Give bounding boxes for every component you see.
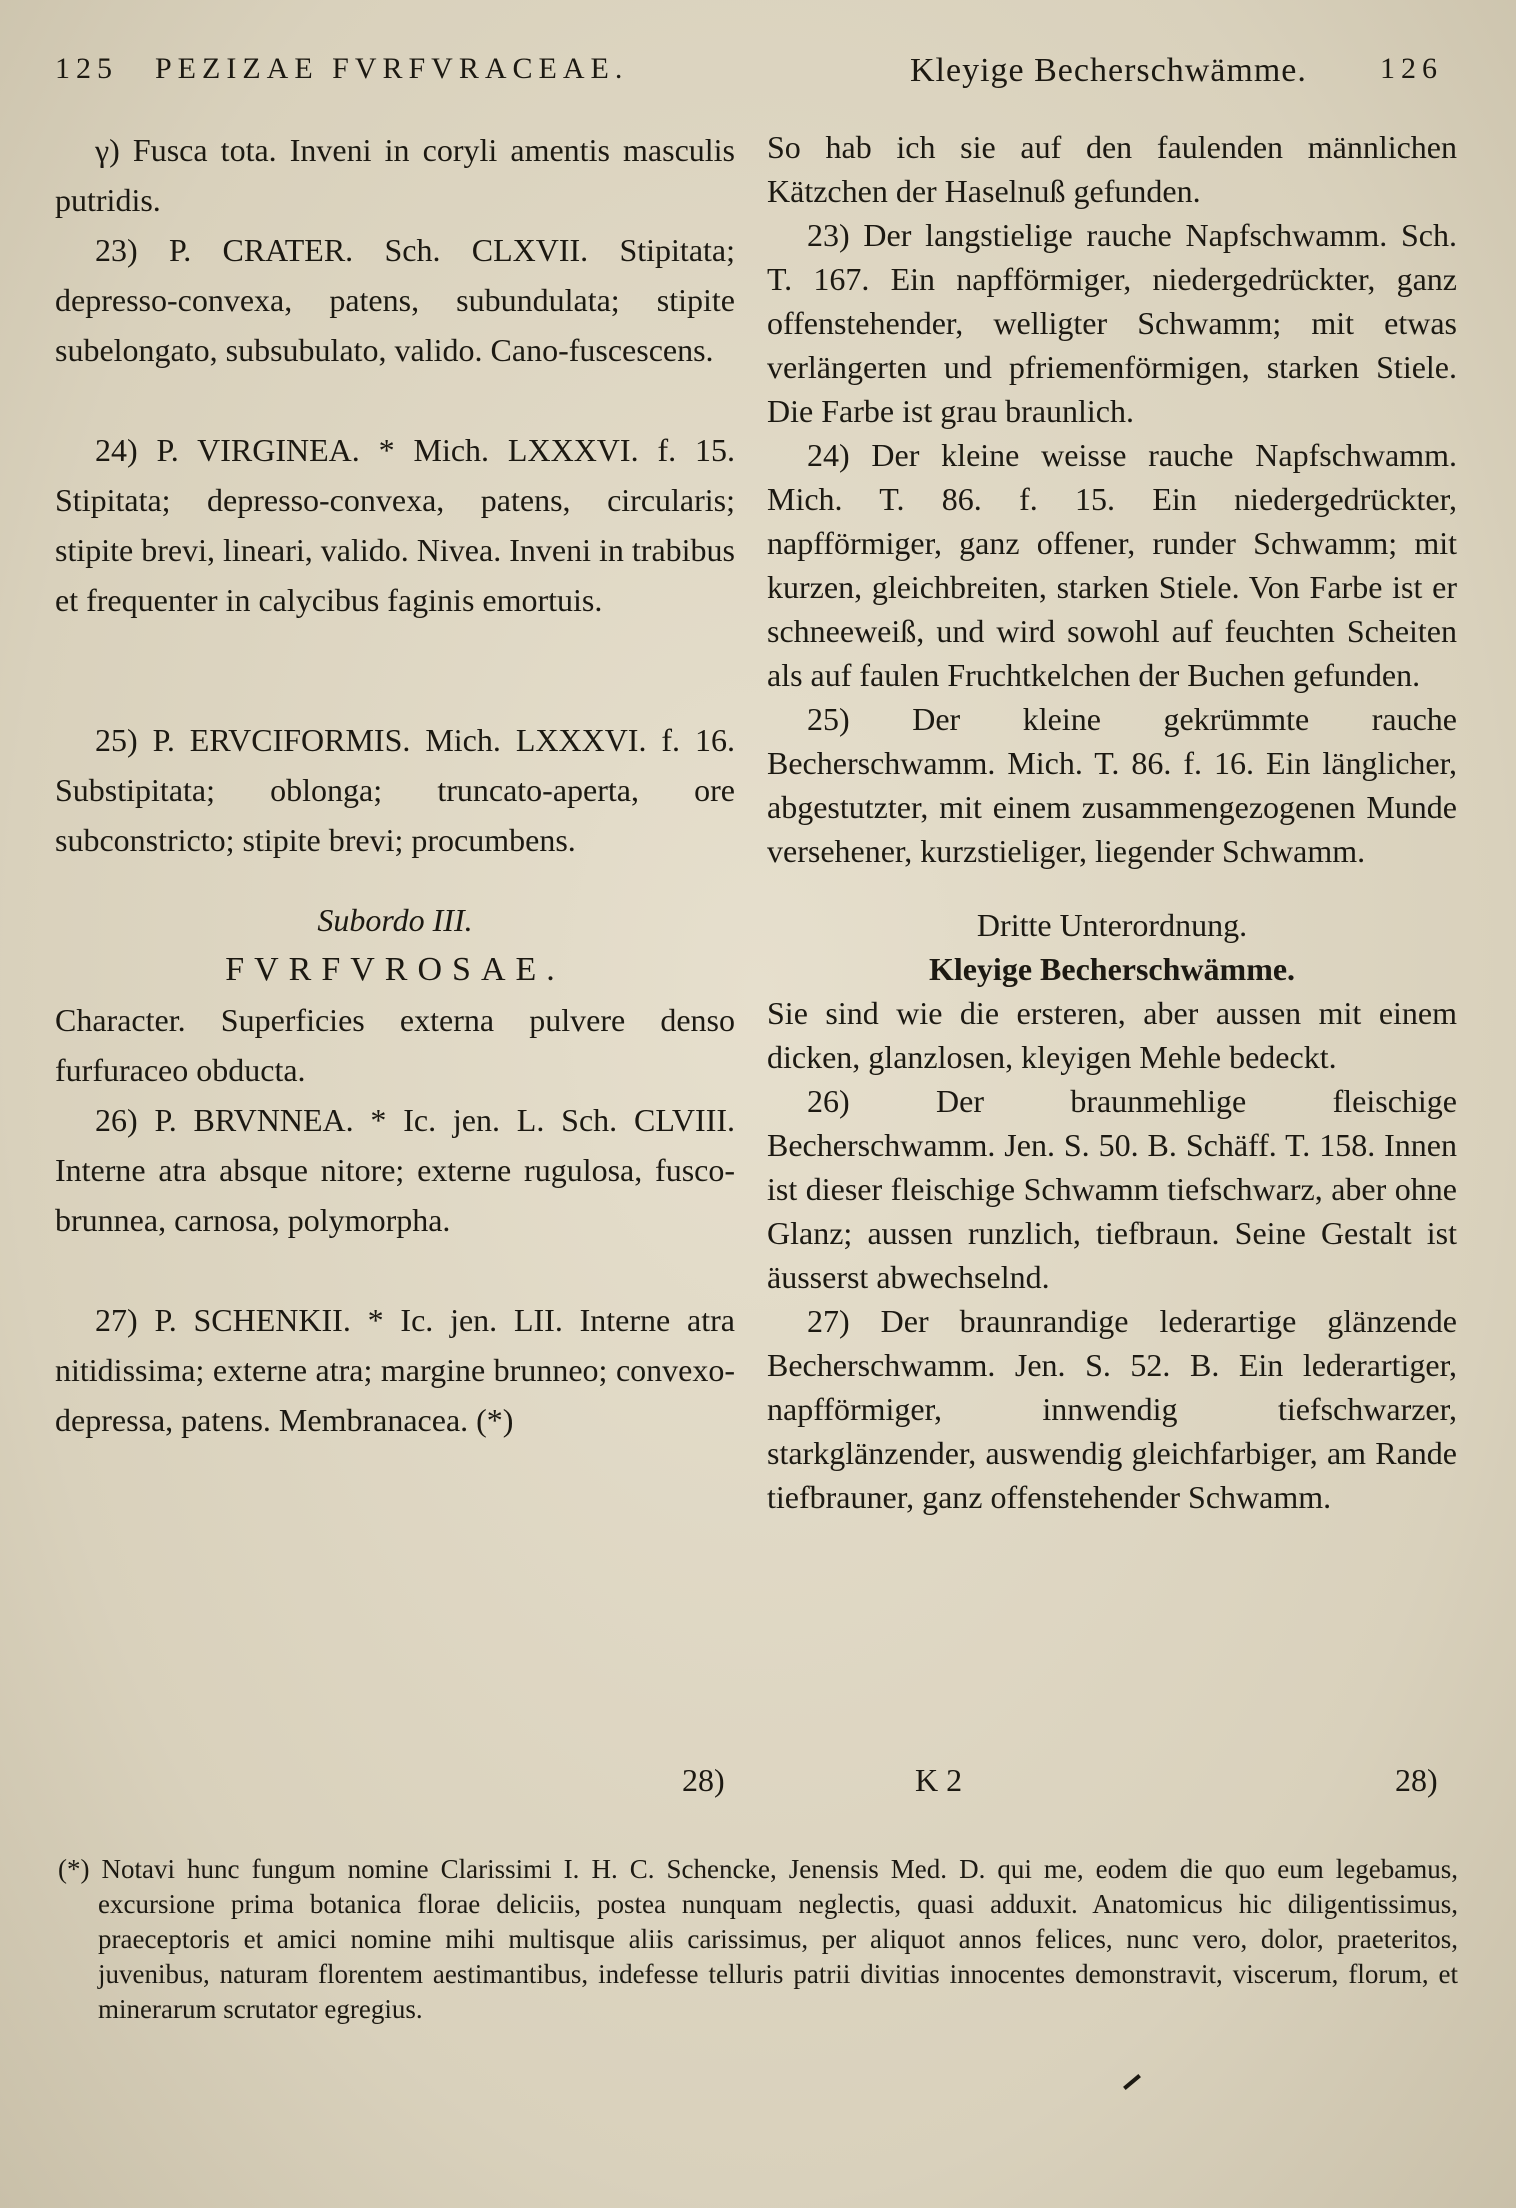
german-entry-23: 23) Der langstielige rauche Napfschwamm. Sch. T. 167. Ein napfförmiger, niedergedrückter, ganz offenstehender, welligter Schwamm; mit etwas verlängerten und pfriemenförmigen, starken Stiele. Die Farbe ist grau braunlich. — [767, 217, 1457, 429]
latin-entry-27: 27) P. SCHENKII. * Ic. jen. LII. Interne atra nitidissima; externe atra; margine brunneo; convexo-depressa, patens. Membranacea. (*) — [55, 1302, 735, 1438]
unterordnung-heading: Dritte Unterordnung. — [976, 907, 1248, 943]
latin-entry-23: 23) P. CRATER. Sch. CLXVII. Stipitata; depresso-convexa, patens, subundulata; stipite subelongato, subsubulato, valido. Cano-fuscescens. — [55, 232, 735, 368]
german-entry-27: 27) Der braunrandige lederartige glänzende Becherschwamm. Jen. S. 52. B. Ein lederartiger, napfförmiger, innwendig tiefschwarzer, starkglänzender, auswendig gleichfarbiger, am Rande tiefbrauner, ganz offenstehender Schwamm. — [767, 1303, 1457, 1515]
spacer — [55, 865, 735, 895]
left-catchword: 28) — [682, 1762, 725, 1798]
spacer — [55, 375, 735, 425]
footnote: (*) Notavi hunc fungum nomine Clarissimi I. H. C. Schencke, Jenensis Med. D. qui me, eodem die quo eum legebamus, excursione prima botanica florae deliciis, postea nunquam neglectis, quasi adduxit. Anatomicus hic diligentissimus, praeceptoris et amici nomine mihi multisque aliis carissimus, per aliquot annos felices, nunc vero, dolor, praeteritos, juvenibus, naturam florentem aestimantibus, indefesse telluris patrii divitias innocentes demonstravit, viscerum, florum, et minerarum scrutator egregius. — [58, 1854, 1458, 2024]
german-character-description: Sie sind wie die ersteren, aber aussen mit einem dicken, glanzlosen, kleyigen Mehle bedeckt. — [767, 995, 1457, 1075]
german-entry-24: 24) Der kleine weisse rauche Napfschwamm. Mich. T. 86. f. 15. Ein niedergedrückter, napfförmiger, ganz offener, runder Schwamm; mit kurzen, gleichbreiten, starken Stiele. Von Farbe ist er schneeweiß, und wird sowohl auf feuchten Scheiten als auf faulen Fruchtkelchen der Buchen gefunden. — [767, 437, 1457, 693]
spacer — [767, 873, 1457, 903]
german-column — [767, 125, 1457, 1519]
left-page-number: 125 — [55, 52, 118, 85]
left-running-title: PEZIZAE FVRFVRACEAE. — [155, 52, 629, 85]
latin-column — [55, 125, 735, 1445]
spacer — [55, 625, 735, 715]
right-page-number: 126 — [1380, 52, 1443, 85]
subordo-heading: Subordo III. — [317, 902, 473, 938]
latin-entry-25: 25) P. ERVCIFORMIS. Mich. LXXXVI. f. 16. Substipitata; oblonga; truncato-aperta, ore subconstricto; stipite brevi; procumbens. — [55, 722, 735, 858]
german-entry-26: 26) Der braunmehlige fleischige Becherschwamm. Jen. S. 50. B. Schäff. T. 158. Innen ist dieser fleischige Schwamm tiefschwarz, aber ohne Glanz; aussen runzlich, tiefbraun. Seine Gestalt ist äusserst abwechselnd. — [767, 1083, 1457, 1295]
kleyige-heading: Kleyige Becherschwämme. — [928, 951, 1296, 987]
right-running-title: Kleyige Becherschwämme. — [910, 52, 1307, 89]
german-entry-25: 25) Der kleine gekrümmte rauche Becherschwamm. Mich. T. 86. f. 16. Ein länglicher, abgestutzter, mit einem zusammengezogenen Munde versehener, kurzstieliger, liegender Schwamm. — [767, 701, 1457, 869]
group-heading: FVRFVROSAE. — [225, 951, 565, 988]
latin-entry-26: 26) P. BRVNNEA. * Ic. jen. L. Sch. CLVIII. Interne atra absque nitore; externe rugulosa, fusco-brunnea, carnosa, polymorpha. — [55, 1102, 735, 1238]
german-entry-gamma: So hab ich sie auf den faulenden männlichen Kätzchen der Haselnuß gefunden. — [767, 129, 1457, 209]
latin-entry-gamma: γ) Fusca tota. Inveni in coryli amentis masculis putridis. — [55, 132, 735, 218]
ink-mark — [1123, 2074, 1141, 2090]
latin-entry-24: 24) P. VIRGINEA. * Mich. LXXXVI. f. 15. Stipitata; depresso-convexa, patens, circularis; stipite brevi, lineari, valido. Nivea. Inveni in trabibus et frequenter in calycibus faginis emortuis. — [55, 432, 735, 618]
spacer — [55, 1245, 735, 1295]
signature-mark: K 2 — [915, 1762, 963, 1798]
right-catchword: 28) — [1395, 1762, 1438, 1798]
character-description: Character. Superficies externa pulvere denso furfuraceo obducta. — [55, 1002, 735, 1088]
